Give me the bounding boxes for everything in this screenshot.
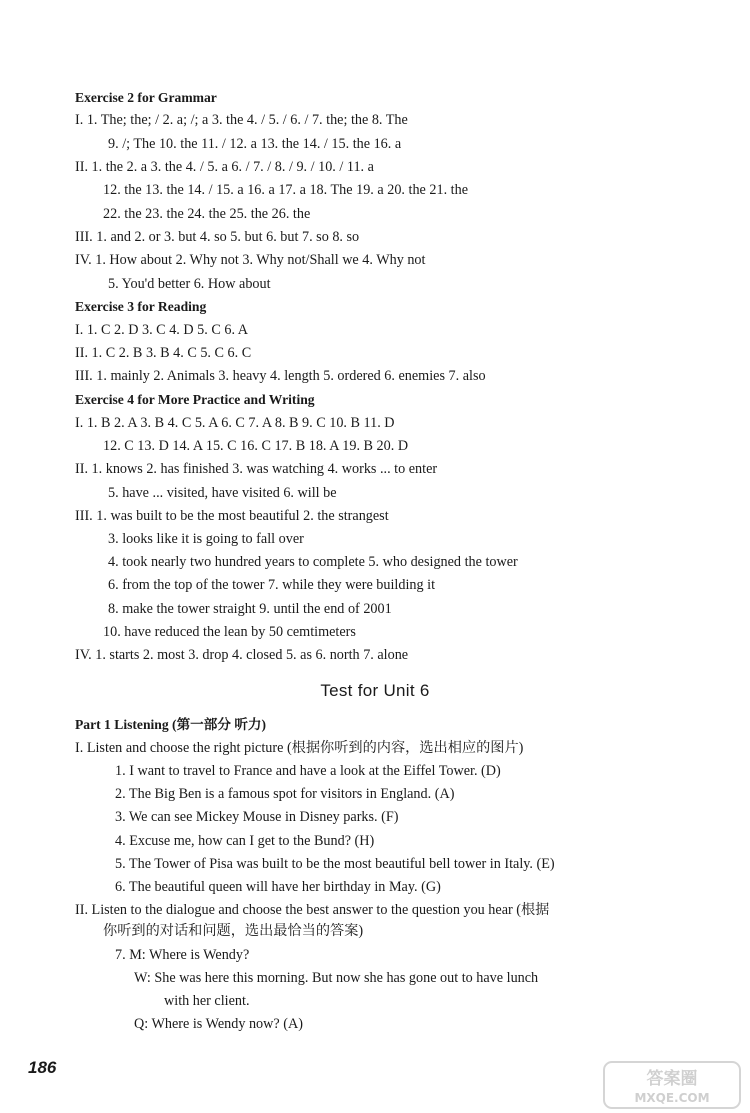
answer-line: 9. /; The 10. the 11. / 12. a 13. the 14. / 15. the 16. a: [108, 136, 402, 152]
section-heading: Part 1 Listening (第一部分 听力): [75, 717, 267, 732]
answer-line: 5. The Tower of Pisa was built to be the most beautiful bell tower in Italy. (E): [115, 856, 555, 872]
answer-line: 12. C 13. D 14. A 15. C 16. C 17. B 18. A 19. B 20. D: [103, 438, 409, 454]
answer-line: III. 1. and 2. or 3. but 4. so 5. but 6. but 7. so 8. so: [75, 229, 360, 245]
answer-line: 8. make the tower straight 9. until the end of 2001: [108, 601, 392, 617]
answer-line: 5. You'd better 6. How about: [108, 276, 271, 292]
answer-line: 5. have ... visited, have visited 6. will be: [108, 485, 337, 501]
answer-line: III. 1. mainly 2. Animals 3. heavy 4. length 5. ordered 6. enemies 7. also: [75, 368, 486, 384]
answer-line: 3. looks like it is going to fall over: [108, 531, 304, 547]
answer-line: 6. The beautiful queen will have her birthday in May. (G): [115, 879, 441, 895]
answer-line: III. 1. was built to be the most beautiful 2. the strangest: [75, 508, 389, 524]
answer-line: I. 1. The; the; / 2. a; /; a 3. the 4. / 5. / 6. / 7. the; the 8. The: [75, 112, 408, 128]
answer-line: I. Listen and choose the right picture (根据你听到的内容，选出相应的图片): [75, 740, 524, 756]
answer-line: 10. have reduced the lean by 50 cemtimeters: [103, 624, 356, 640]
answer-line: 7. M: Where is Wendy?: [115, 947, 250, 963]
svg-text:答案圈: 答案圈: [646, 1069, 698, 1089]
answer-line: 4. Excuse me, how can I get to the Bund? (H): [115, 833, 375, 849]
section-heading: Exercise 3 for Reading: [75, 299, 207, 314]
answer-line: II. 1. C 2. B 3. B 4. C 5. C 6. C: [75, 345, 252, 361]
answer-line: 3. We can see Mickey Mouse in Disney parks. (F): [115, 809, 399, 825]
answer-line: with her client.: [164, 993, 250, 1009]
answer-line: 6. from the top of the tower 7. while they were building it: [108, 577, 436, 593]
watermark-logo: [602, 1060, 742, 1110]
answer-line: 4. took nearly two hundred years to complete 5. who designed the tower: [108, 554, 518, 570]
section-heading: Exercise 2 for Grammar: [75, 90, 217, 105]
section-heading: Exercise 4 for More Practice and Writing: [75, 392, 315, 407]
answer-line: IV. 1. starts 2. most 3. drop 4. closed 5. as 6. north 7. alone: [75, 647, 409, 663]
answer-line: 12. the 13. the 14. / 15. a 16. a 17. a 18. The 19. a 20. the 21. the: [103, 182, 468, 198]
answer-line: IV. 1. How about 2. Why not 3. Why not/Shall we 4. Why not: [75, 252, 426, 268]
answer-line: II. 1. knows 2. has finished 3. was watching 4. works ... to enter: [75, 461, 438, 477]
answer-line: I. 1. C 2. D 3. C 4. D 5. C 6. A: [75, 322, 249, 338]
answer-line: II. Listen to the dialogue and choose the best answer to the question you hear (根据: [75, 902, 550, 918]
answer-line: 22. the 23. the 24. the 25. the 26. the: [103, 206, 311, 222]
answer-line: 1. I want to travel to France and have a look at the Eiffel Tower. (D): [115, 763, 501, 779]
answer-line: 你听到的对话和问题，选出最恰当的答案): [103, 923, 364, 939]
svg-text:MXQE.COM: MXQE.COM: [634, 1091, 710, 1105]
answer-line: Q: Where is Wendy now? (A): [134, 1016, 303, 1032]
answer-line: 2. The Big Ben is a famous spot for visitors in England. (A): [115, 786, 455, 802]
test-title: Test for Unit 6: [320, 681, 430, 700]
answer-line: II. 1. the 2. a 3. the 4. / 5. a 6. / 7. / 8. / 9. / 10. / 11. a: [75, 159, 374, 175]
answer-line: W: She was here this morning. But now she has gone out to have lunch: [134, 970, 539, 986]
answer-line: I. 1. B 2. A 3. B 4. C 5. A 6. C 7. A 8. B 9. C 10. B 11. D: [75, 415, 395, 431]
page-number: 186: [28, 1058, 57, 1077]
